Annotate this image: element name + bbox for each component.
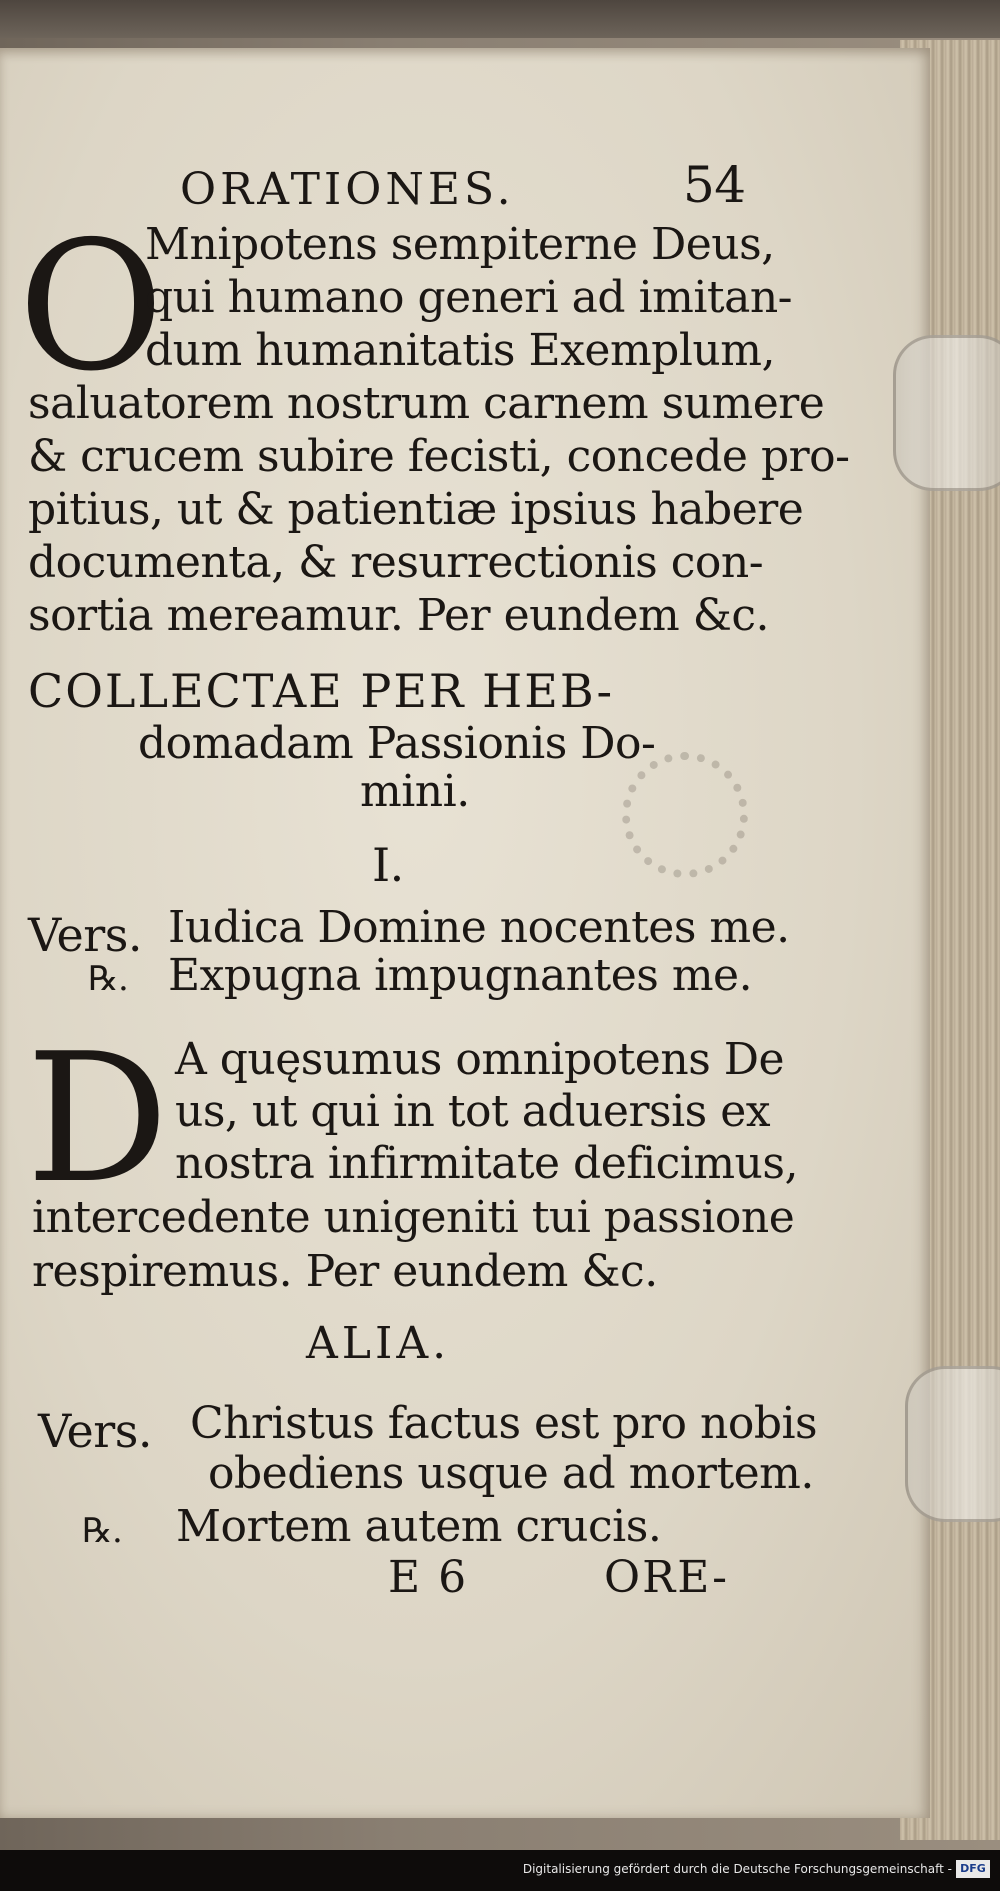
prayer2-line: us, ut qui in tot aduersis ex: [175, 1086, 771, 1137]
signature-mark: E 6: [388, 1552, 469, 1603]
prayer2-line: intercedente unigeniti tui passione: [32, 1192, 795, 1243]
book-top-edge: [0, 0, 1000, 38]
book-clasp-top: [893, 335, 1000, 491]
alia-heading: ALIA.: [306, 1318, 451, 1369]
section-heading-line: COLLECTAE PER HEB-: [28, 664, 615, 718]
prayer1-line: dum humanitatis Exemplum,: [145, 325, 775, 376]
prayer1-line: pitius, ut & patientiæ ipsius habere: [28, 484, 804, 535]
versicle-label: Vers.: [38, 1404, 152, 1458]
drop-cap-o: O: [18, 203, 164, 410]
prayer2-line: respiremus. Per eundem &c.: [32, 1246, 658, 1297]
prayer1-line: sortia mereamur. Per eundem &c.: [28, 590, 769, 641]
response-text: Expugna impugnantes me.: [168, 950, 753, 1001]
credit-bar: [0, 1850, 1000, 1891]
prayer1-line: documenta, & resurrectionis con-: [28, 537, 764, 588]
section-heading-line: mini.: [360, 766, 470, 817]
response-text: Mortem autem crucis.: [176, 1501, 662, 1552]
versicle-text: Christus factus est pro nobis: [190, 1398, 818, 1449]
book-clasp-bottom: [905, 1366, 1000, 1522]
prayer1-line: & crucem subire fecisti, concede pro-: [28, 431, 850, 482]
running-title: ORATIONES.: [180, 164, 515, 215]
prayer2-line: A quęsumus omnipotens De: [175, 1034, 785, 1085]
catchword: ORE-: [604, 1552, 730, 1603]
dfg-logo: DFG: [956, 1860, 990, 1878]
section-number: I.: [372, 838, 404, 892]
prayer2-line: nostra infirmitate deficimus,: [175, 1138, 798, 1189]
response-label: ℞.: [88, 959, 129, 999]
prayer1-line: saluatorem nostrum carnem sumere: [28, 378, 825, 429]
versicle-label: Vers.: [28, 908, 142, 962]
section-heading-line: domadam Passionis Do-: [138, 718, 656, 769]
versicle-text: Iudica Domine nocentes me.: [168, 902, 790, 953]
credit-text: Digitalisierung gefördert durch die Deutsche Forschungsgemeinschaft -: [522, 1862, 952, 1876]
bleed-through-initial: [622, 752, 748, 878]
prayer1-line: Mnipotens sempiterne Deus,: [145, 219, 775, 270]
drop-cap-d: D: [26, 1015, 169, 1222]
versicle-text: obediens usque ad mortem.: [208, 1448, 814, 1499]
page-number: 54: [683, 156, 746, 214]
response-label: ℞.: [82, 1511, 123, 1551]
prayer1-line: qui humano generi ad imitan-: [145, 272, 793, 323]
